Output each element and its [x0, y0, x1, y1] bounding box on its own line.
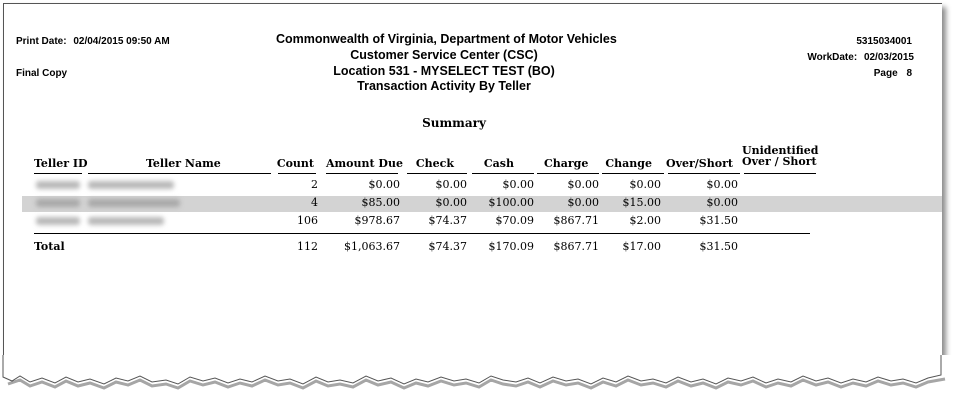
col-charge: Charge: [544, 157, 589, 170]
col-underline: [472, 173, 534, 174]
col-count: Count: [276, 157, 314, 170]
redacted-teller-name: [88, 217, 164, 225]
report-id: 5315034001: [856, 36, 912, 47]
cell-cash: $0.00: [502, 178, 534, 191]
col-over-short: Over/Short: [666, 157, 733, 170]
col-unidentified-line1: Unidentified: [742, 144, 819, 157]
report-page: [3, 3, 942, 387]
report-agency-title: Commonwealth of Virginia, Department of Motor Vehicles: [276, 32, 617, 46]
work-date-label: WorkDate:: [807, 52, 858, 63]
work-date: [807, 52, 914, 63]
col-underline: [602, 173, 664, 174]
col-underline: [537, 173, 599, 174]
col-underline: [744, 173, 816, 174]
col-underline: [34, 173, 82, 174]
section-title: Summary: [422, 116, 486, 130]
total-label: Total: [34, 240, 65, 253]
cell-over-short: $0.00: [706, 178, 738, 191]
work-date-value: 02/03/2015: [863, 52, 914, 63]
cell-charge: $0.00: [567, 178, 599, 191]
cell-amount-due: $978.67: [354, 214, 400, 227]
col-teller-name: Teller Name: [146, 157, 221, 170]
total-over-short: $31.50: [699, 240, 738, 253]
report-location-title: Location 531 - MYSELECT TEST (BO): [333, 64, 555, 78]
col-cash: Cash: [483, 157, 514, 170]
cell-charge: $867.71: [553, 214, 599, 227]
col-teller-id: Teller ID: [34, 157, 88, 170]
cell-change: $15.00: [622, 196, 661, 209]
col-underline: [88, 173, 271, 174]
col-underline: [326, 173, 398, 174]
torn-edge-decoration: [0, 355, 957, 405]
col-underline: [668, 173, 740, 174]
cell-check: $74.37: [428, 214, 467, 227]
page-number: [874, 68, 912, 79]
total-cash: $170.09: [488, 240, 534, 253]
cell-amount-due: $85.00: [361, 196, 400, 209]
total-check: $74.37: [428, 240, 467, 253]
redacted-teller-name: [88, 199, 180, 207]
page-value: 8: [906, 68, 912, 79]
cell-cash: $100.00: [488, 196, 534, 209]
cell-check: $0.00: [435, 178, 467, 191]
col-change: Change: [605, 157, 652, 170]
col-amount-due: Amount Due: [326, 157, 403, 170]
cell-count: 2: [311, 178, 318, 191]
total-separator: [34, 233, 810, 234]
col-underline: [407, 173, 467, 174]
cell-charge: $0.00: [567, 196, 599, 209]
redacted-teller-id: [36, 181, 80, 189]
col-check: Check: [415, 157, 454, 170]
redacted-teller-id: [36, 217, 80, 225]
redacted-teller-id: [36, 199, 80, 207]
total-count: 112: [297, 240, 318, 253]
total-charge: $867.71: [553, 240, 599, 253]
print-date-label: Print Date:: [16, 36, 67, 47]
cell-count: 106: [297, 214, 318, 227]
cell-change: $0.00: [629, 178, 661, 191]
col-underline: [278, 173, 316, 174]
total-amount-due: $1,063.67: [344, 240, 400, 253]
cell-count: 4: [311, 196, 318, 209]
cell-amount-due: $0.00: [368, 178, 400, 191]
print-date: [16, 36, 170, 47]
redacted-teller-name: [88, 181, 174, 189]
col-unidentified-line2: Over / Short: [742, 155, 817, 168]
report-type-title: Transaction Activity By Teller: [357, 79, 531, 93]
cell-change: $2.00: [629, 214, 661, 227]
report-center-title: Customer Service Center (CSC): [350, 48, 538, 62]
cell-cash: $70.09: [495, 214, 534, 227]
total-change: $17.00: [622, 240, 661, 253]
cell-over-short: $0.00: [706, 196, 738, 209]
copy-type: Final Copy: [16, 68, 68, 79]
print-date-value: 02/04/2015 09:50 AM: [73, 36, 170, 47]
cell-check: $0.00: [435, 196, 467, 209]
cell-over-short: $31.50: [699, 214, 738, 227]
page-label: Page: [873, 68, 898, 79]
